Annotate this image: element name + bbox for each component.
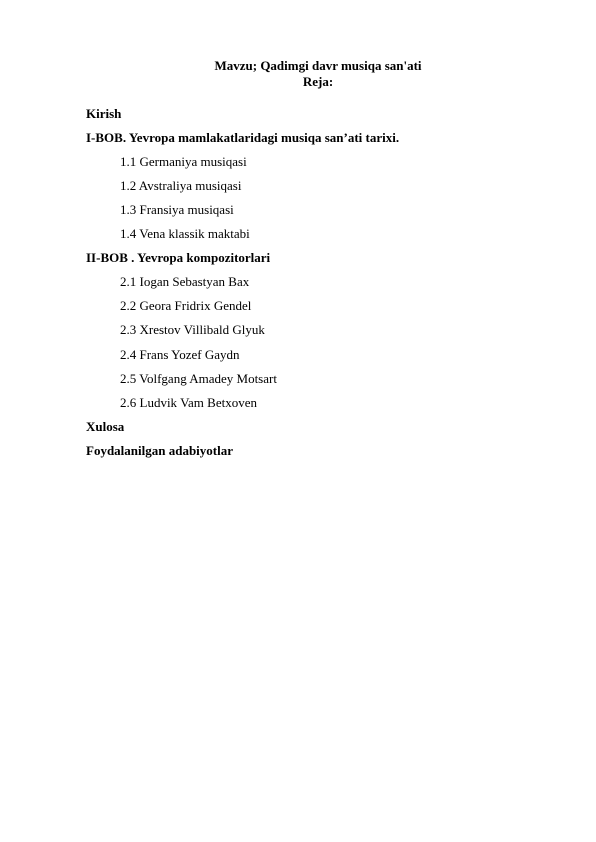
topic-title: Mavzu; Qadimgi davr musiqa san'ati: [214, 58, 422, 73]
chapter-2-title: II-BOB . Yevropa kompozitorlari: [86, 250, 271, 265]
plan-heading: Reja:: [302, 74, 334, 89]
chapter-2-item: 2.2 Geora Fridrix Gendel: [120, 298, 252, 313]
intro-heading: Kirish: [86, 106, 122, 121]
chapter-2-item: 2.5 Volfgang Amadey Motsart: [120, 371, 277, 386]
chapter-1-item: 1.2 Avstraliya musiqasi: [120, 178, 242, 193]
chapter-2-item: 2.3 Xrestov Villibald Glyuk: [120, 322, 265, 337]
chapter-1-title: I-BOB. Yevropa mamlakatlaridagi musiqa san’ati tarixi.: [86, 130, 400, 145]
chapter-2-item: 2.6 Ludvik Vam Betxoven: [120, 395, 257, 410]
chapter-2-item: 2.4 Frans Yozef Gaydn: [120, 347, 240, 362]
chapter-1-item: 1.3 Fransiya musiqasi: [120, 202, 234, 217]
references-heading: Foydalanilgan adabiyotlar: [86, 443, 233, 458]
chapter-2-item: 2.1 Iogan Sebastyan Bax: [120, 274, 250, 289]
chapter-1-item: 1.1 Germaniya musiqasi: [120, 154, 247, 169]
conclusion-heading: Xulosa: [86, 419, 125, 434]
chapter-1-item: 1.4 Vena klassik maktabi: [120, 226, 250, 241]
